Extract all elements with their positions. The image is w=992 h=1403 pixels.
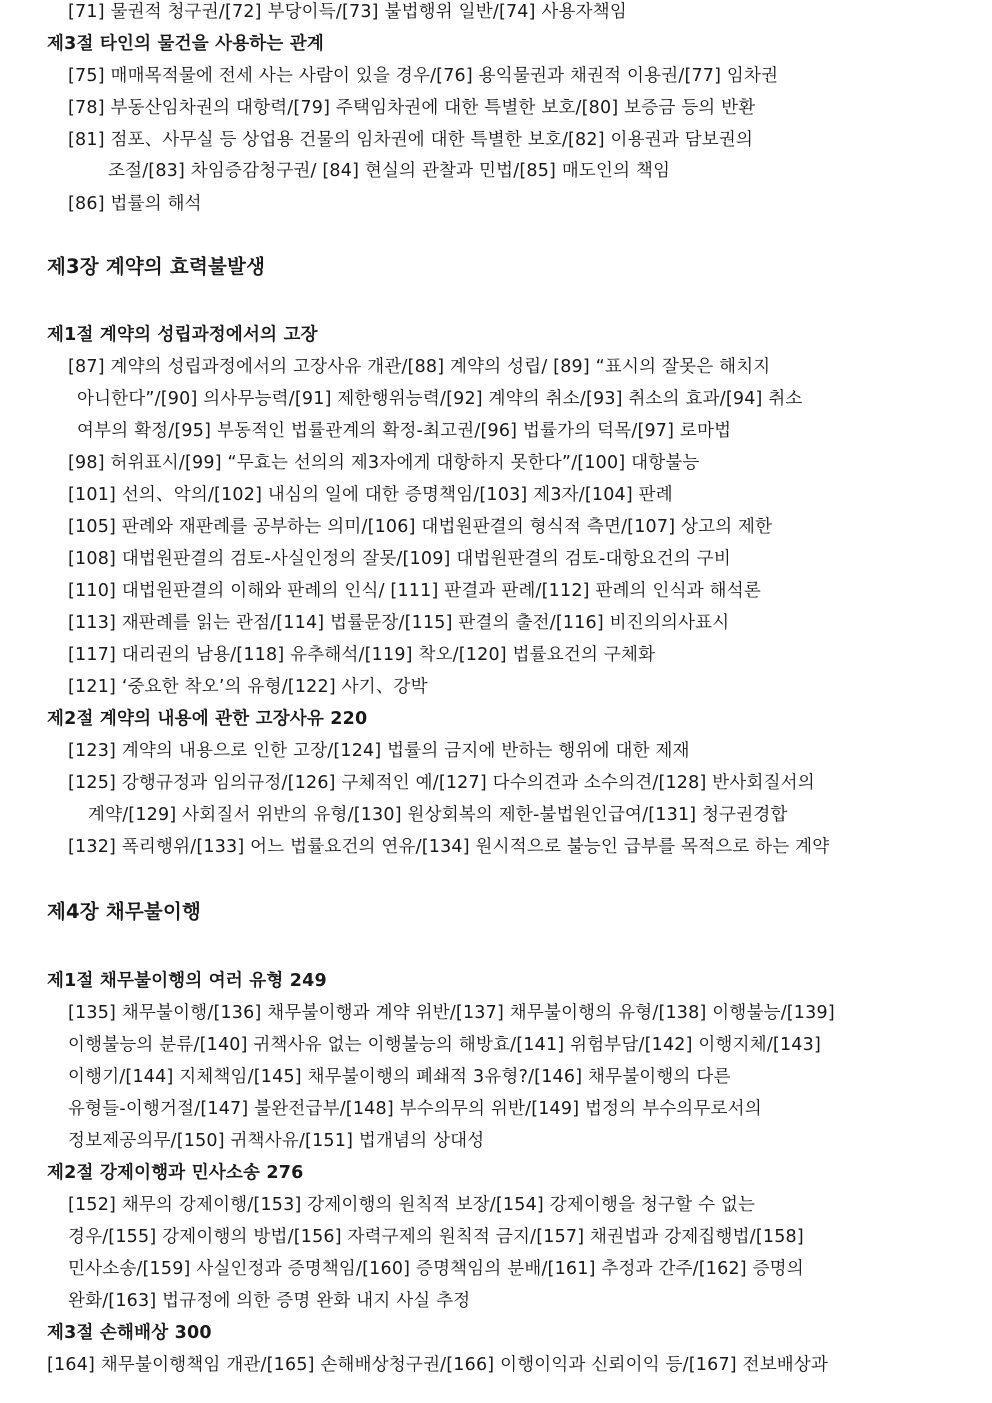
toc-line: [121] ‘중요한 착오’의 유형/[122] 사기、강박 <box>68 677 428 697</box>
toc-line: [164] 채무불이행책임 개관/[165] 손해배상청구권/[166] 이행이익과 신뢰이익 등/[167] 전보배상과 <box>47 1355 829 1375</box>
toc-line: 계약/[129] 사회질서 위반의 유형/[130] 원상회복의 제한-불법원인급여/[131] 청구권경합 <box>88 805 788 825</box>
toc-line: 경우/[155] 강제이행의 방법/[156] 자력구제의 원칙적 금지/[157] 채권법과 강제집행법/[158] <box>68 1227 804 1247</box>
toc-line: [105] 판례와 재판례를 공부하는 의미/[106] 대법원판결의 형식적 측면/[107] 상고의 제한 <box>68 517 773 537</box>
section-heading: 제1절 채무불이행의 여러 유형 249 <box>47 971 327 991</box>
toc-line: [117] 대리권의 남용/[118] 유추해석/[119] 착오/[120] 법률요건의 구체화 <box>68 645 656 665</box>
toc-line: 완화/[163] 법규정에 의한 증명 완화 내지 사실 추정 <box>68 1291 471 1311</box>
toc-line: [87] 계약의 성립과정에서의 고장사유 개관/[88] 계약의 성립/ [89] “표시의 잘못은 해치지 <box>68 357 771 377</box>
section-heading: 제3절 타인의 물건을 사용하는 관계 <box>47 34 325 54</box>
toc-line: [108] 대법원판결의 검토-사실인정의 잘못/[109] 대법원판결의 검토-대항요건의 구비 <box>68 549 731 569</box>
toc-line: [132] 폭리행위/[133] 어느 법률요건의 연유/[134] 원시적으로 불능인 급부를 목적으로 하는 계약 <box>68 837 830 857</box>
chapter-heading: 제3장 계약의 효력불발생 <box>47 255 266 278</box>
toc-line: [81] 점포、사무실 등 상업용 건물의 임차권에 대한 특별한 보호/[82] 이용권과 담보권의 <box>68 130 754 150</box>
toc-line: [98] 허위표시/[99] “무효는 선의의 제3자에게 대항하지 못한다”/[100] 대항불능 <box>68 453 700 473</box>
toc-line: 조절/[83] 차임증감청구권/ [84] 현실의 관찰과 민법/[85] 매도인의 책임 <box>108 161 671 181</box>
toc-line: 민사소송/[159] 사실인정과 증명책임/[160] 증명책임의 분배/[161] 추정과 간주/[162] 증명의 <box>68 1259 804 1279</box>
toc-line: [101] 선의、악의/[102] 내심의 일에 대한 증명책임/[103] 제3자/[104] 판례 <box>68 485 673 505</box>
toc-line: [123] 계약의 내용으로 인한 고장/[124] 법률의 금지에 반하는 행위에 대한 제재 <box>68 741 690 761</box>
toc-line: 정보제공의무/[150] 귀책사유/[151] 법개념의 상대성 <box>68 1131 485 1151</box>
section-heading: 제2절 강제이행과 민사소송 276 <box>47 1163 304 1183</box>
toc-line: [71] 물권적 청구권/[72] 부당이득/[73] 불법행위 일반/[74] 사용자책임 <box>68 2 627 22</box>
toc-line: [135] 채무불이행/[136] 채무불이행과 계약 위반/[137] 채무불이행의 유형/[138] 이행불능/[139] <box>68 1003 835 1023</box>
toc-line: [152] 채무의 강제이행/[153] 강제이행의 원칙적 보장/[154] 강제이행을 청구할 수 없는 <box>68 1195 756 1215</box>
toc-line: [86] 법률의 해석 <box>68 194 202 214</box>
toc-line: [110] 대법원판결의 이해와 판례의 인식/ [111] 판결과 판례/[112] 판례의 인식과 해석론 <box>68 581 761 601</box>
section-heading: 제2절 계약의 내용에 관한 고장사유 220 <box>47 709 368 729</box>
toc-line: 이행불능의 분류/[140] 귀책사유 없는 이행불능의 해방효/[141] 위험부담/[142] 이행지체/[143] <box>68 1035 821 1055</box>
toc-line: 유형들-이행거절/[147] 불완전급부/[148] 부수의무의 위반/[149] 법정의 부수의무로서의 <box>68 1099 762 1119</box>
section-heading: 제3절 손해배상 300 <box>47 1323 212 1343</box>
toc-line: [125] 강행규정과 임의규정/[126] 구체적인 예/[127] 다수의견과 소수의견/[128] 반사회질서의 <box>68 773 815 793</box>
toc-line: 이행기/[144] 지체책임/[145] 채무불이행의 폐쇄적 3유형?/[146] 채무불이행의 다른 <box>68 1067 731 1087</box>
section-heading: 제1절 계약의 성립과정에서의 고장 <box>47 325 318 345</box>
toc-line: [113] 재판례를 읽는 관점/[114] 법률문장/[115] 판결의 출전/[116] 비진의의사표시 <box>68 613 730 633</box>
toc-line: 아니한다”/[90] 의사무능력/[91] 제한행위능력/[92] 계약의 취소/[93] 취소의 효과/[94] 취소 <box>77 389 803 409</box>
chapter-heading: 제4장 채무불이행 <box>47 900 202 923</box>
toc-line: [78] 부동산임차권의 대항력/[79] 주택임차권에 대한 특별한 보호/[80] 보증금 등의 반환 <box>68 98 756 118</box>
toc-line: [75] 매매목적물에 전세 사는 사람이 있을 경우/[76] 용익물권과 채권적 이용권/[77] 임차권 <box>68 66 779 86</box>
toc-line: 여부의 확정/[95] 부동적인 법률관계의 확정-최고권/[96] 법률가의 덕목/[97] 로마법 <box>77 421 732 441</box>
